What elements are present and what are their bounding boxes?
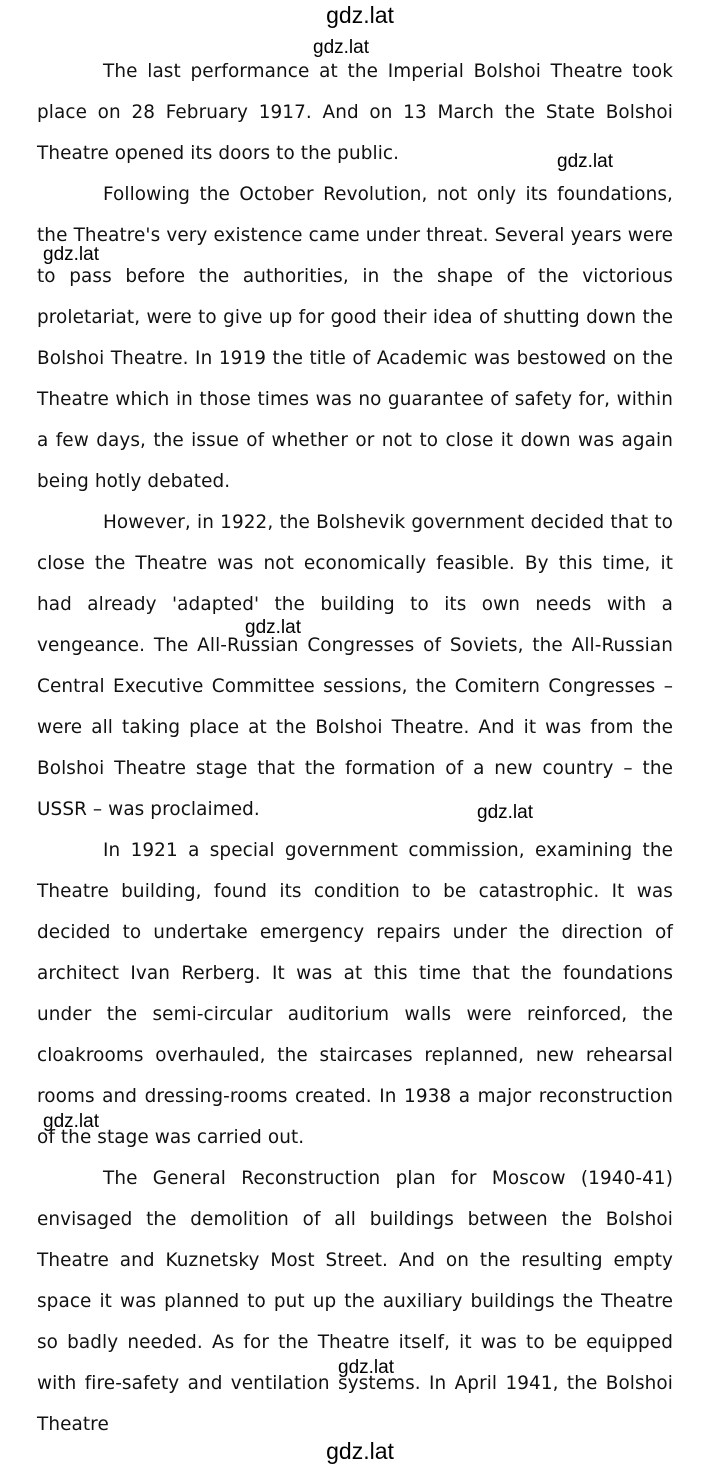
paragraph-3: However, in 1922, the Bolshevik government decided that to close the Theatre was not economically feasible. By this time, it had already 'adapted' the building to its own needs with a vengeance. The All-Russian Congresses of Soviets, the All-Russian Central Executive Committee sessions, the Comitern Congresses – were all taking place at the Bolshoi Theatre. And it was from the Bolshoi Theatre stage that the formation of a new country – the USSR – was proclaimed. <box>37 512 673 820</box>
watermark-inline-2: gdz.lat <box>557 151 613 172</box>
paragraph-4: In 1921 a special government commission, examining the Theatre building, found its condition to be catastrophic. It was decided to undertake emergency repairs under the direction of architect Ivan Rerberg. It was at this time that the foundations under the semi-circular auditorium walls were reinforced, the cloakrooms overhauled, the staircases replanned, new rehearsal rooms and dressing-rooms created. In 1938 a major reconstruction of the stage was carried out. <box>37 840 673 1148</box>
watermark-inline-4: gdz.lat <box>245 617 301 638</box>
watermark-inline-6: gdz.lat <box>43 1111 99 1132</box>
watermark-inline-7: gdz.lat <box>338 1357 394 1378</box>
document-body <box>37 51 673 1445</box>
watermark-top: gdz.lat <box>326 2 394 28</box>
watermark-inline-3: gdz.lat <box>43 244 99 265</box>
watermark-inline-1: gdz.lat <box>313 37 369 58</box>
paragraph-1: The last performance at the Imperial Bolshoi Theatre took place on 28 February 1917. And on 13 March the State Bolshoi Theatre opened its doors to the public. <box>37 61 673 164</box>
watermark-bottom: gdz.lat <box>326 1438 394 1464</box>
paragraph-5: The General Reconstruction plan for Moscow (1940-41) envisaged the demolition of all buildings between the Bolshoi Theatre and Kuznetsky Most Street. And on the resulting empty space it was planned to put up the auxiliary buildings the Theatre so badly needed. As for the Theatre itself, it was to be equipped with fire-safety and ventilation systems. In April 1941, the Bolshoi Theatre <box>37 1168 673 1435</box>
paragraph-2: Following the October Revolution, not only its foundations, the Theatre's very existence came under threat. Several years were to pass before the authorities, in the shape of the victorious proletariat, were to give up for good their idea of shutting down the Bolshoi Theatre. In 1919 the title of Academic was bestowed on the Theatre which in those times was no guarantee of safety for, within a few days, the issue of whether or not to close it down was again being hotly debated. <box>37 184 673 492</box>
watermark-inline-5: gdz.lat <box>477 802 533 823</box>
